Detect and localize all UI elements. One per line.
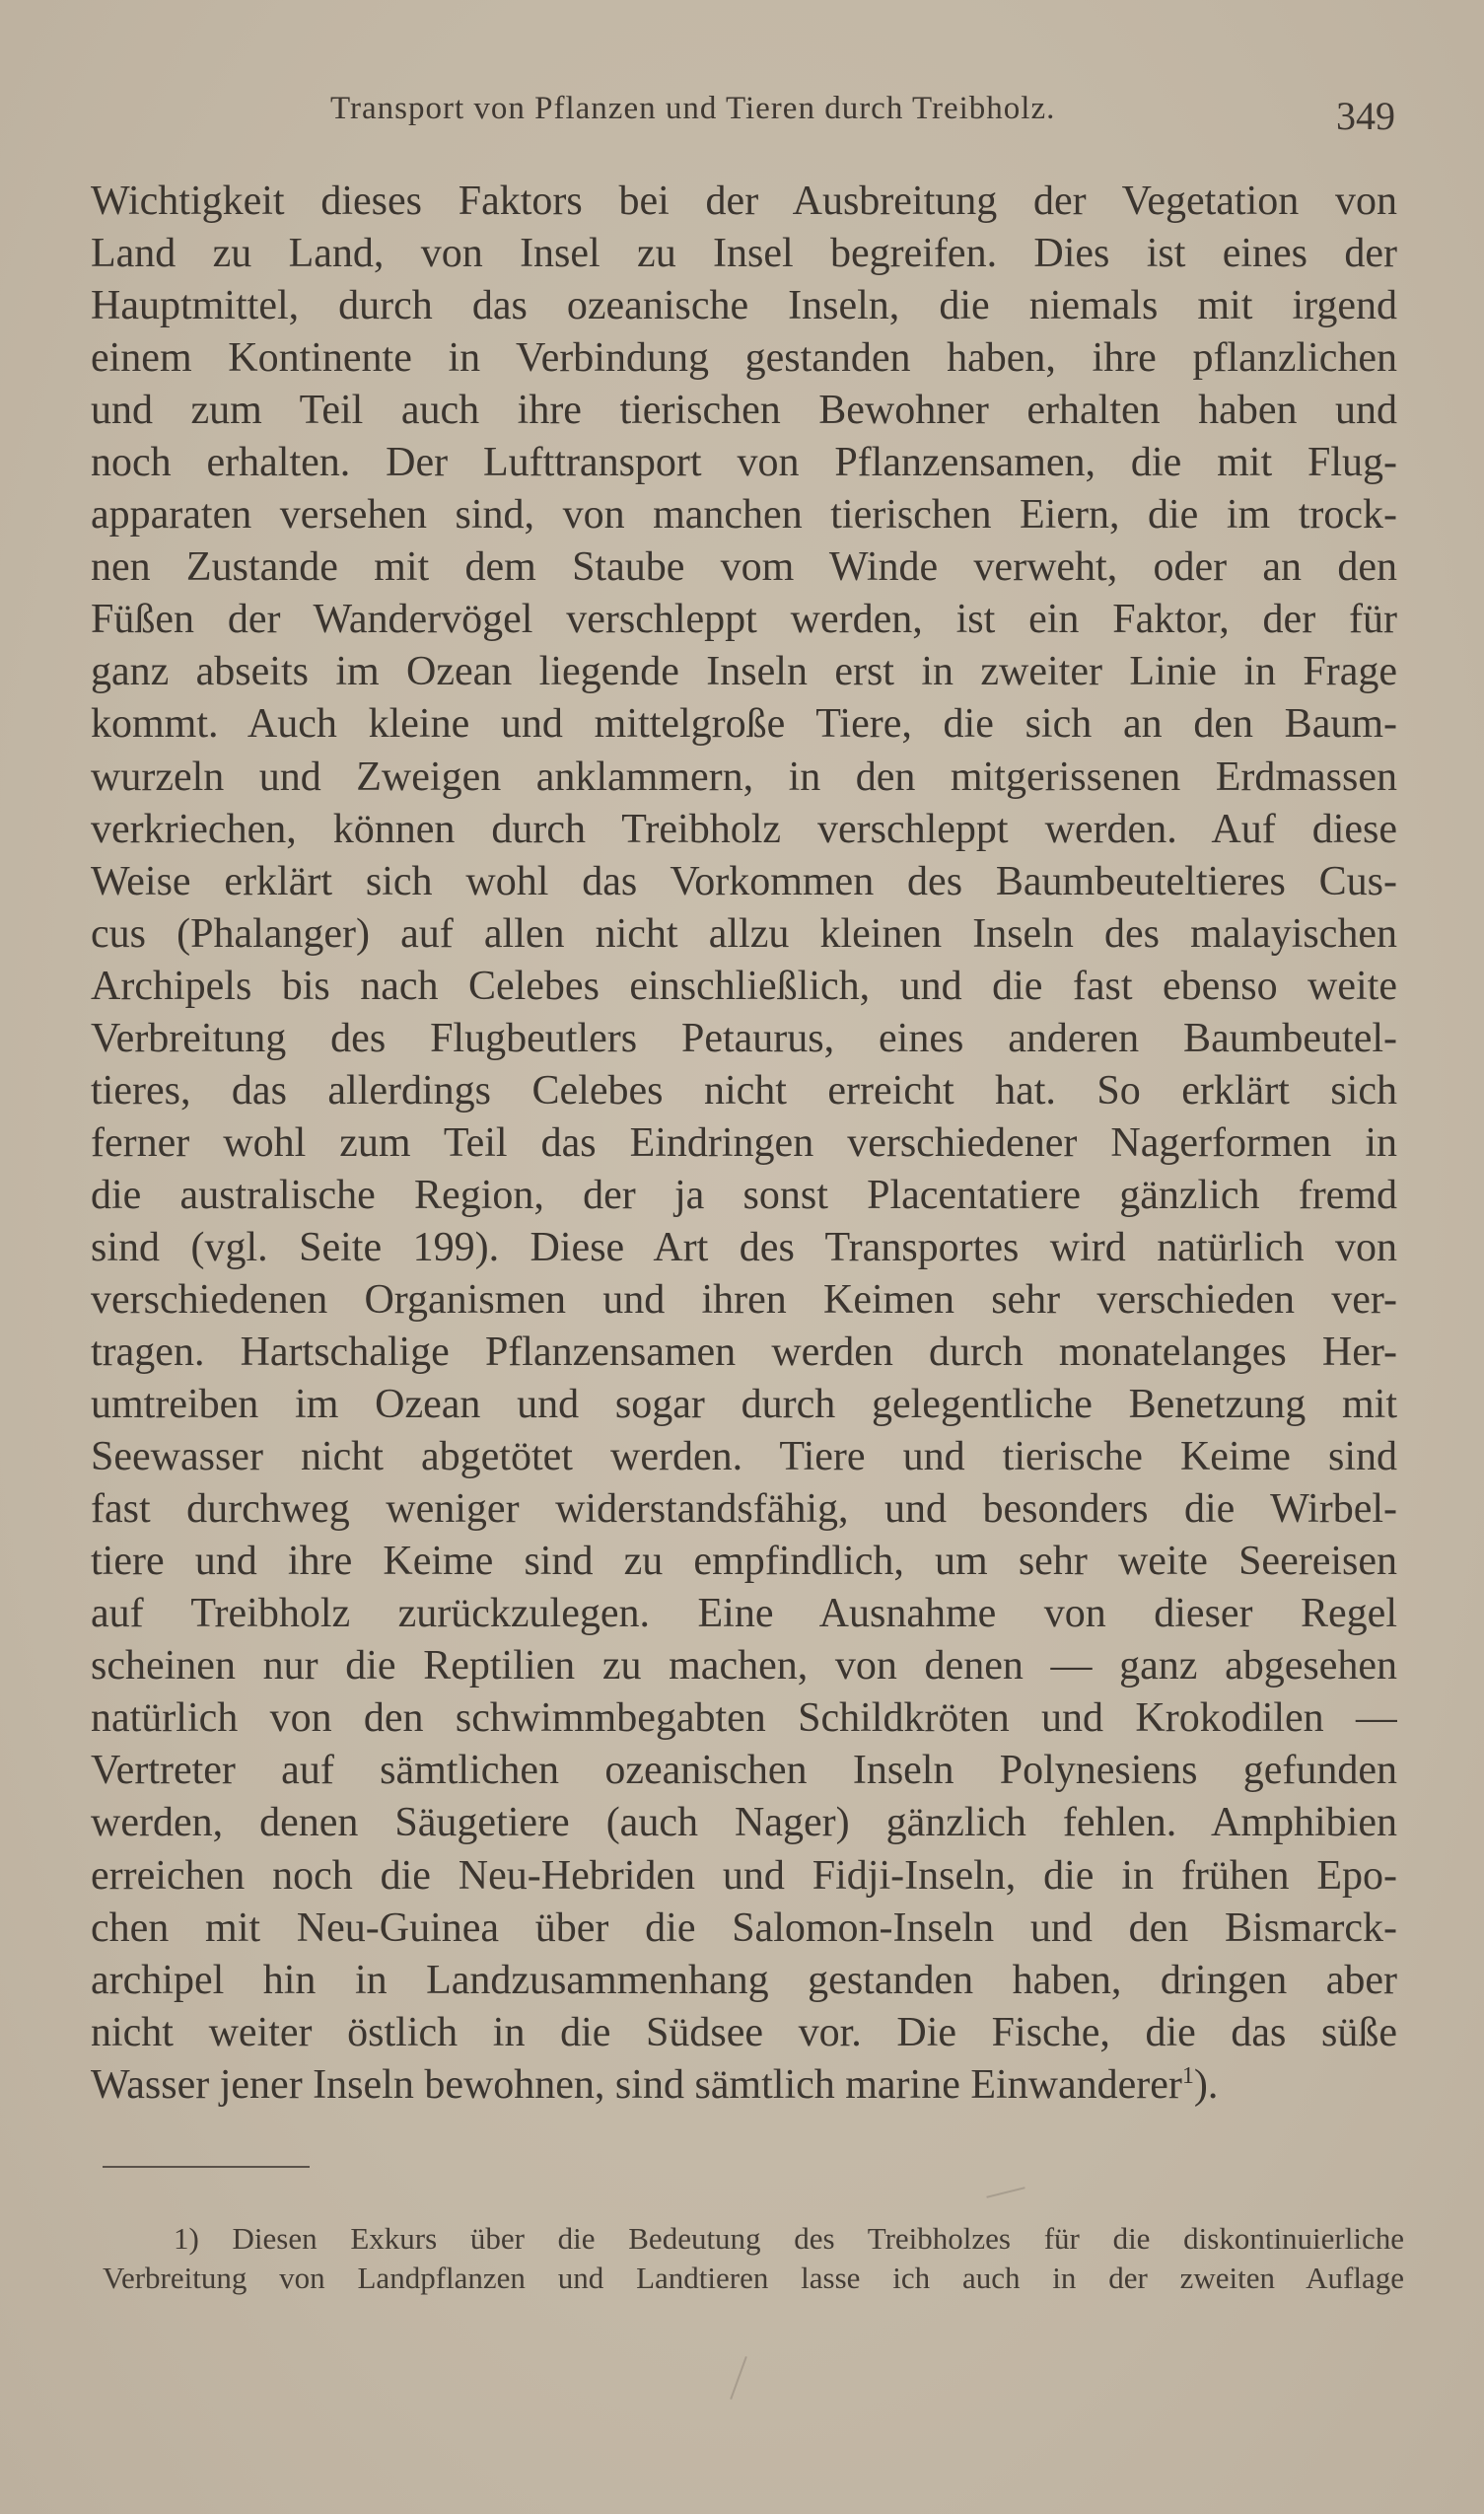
text-line: einem Kontinente in Verbindung gestanden haben, ihre pflanzlichen	[91, 335, 1397, 382]
text-line: ferner wohl zum Teil das Eindringen verschiedener Nagerformen in	[91, 1119, 1397, 1166]
text-line: Weise erklärt sich wohl das Vorkommen des Baumbeuteltieres Cus-	[91, 858, 1397, 904]
text-line: Vertreter auf sämtlichen ozeanischen Inseln Polynesiens gefunden	[91, 1748, 1397, 1794]
text-line: nicht weiter östlich in die Südsee vor. Die Fische, die das süße	[91, 2009, 1397, 2055]
text-line: tragen. Hartschalige Pflanzensamen werden durch monatelanges Her-	[91, 1329, 1397, 1376]
footnote-line: Verbreitung von Landpflanzen und Landtieren lasse ich auch in der zweiten Auflage	[103, 2261, 1404, 2295]
text-line: werden, denen Säugetiere (auch Nager) gänzlich fehlen. Amphibien	[91, 1800, 1397, 1846]
text-line: fast durchweg weniger widerstandsfähig, und besonders die Wirbel-	[91, 1486, 1397, 1533]
running-head	[89, 91, 1395, 140]
body-text	[91, 176, 1397, 2112]
text-line: natürlich von den schwimmbegabten Schildkröten und Krokodilen —	[91, 1695, 1397, 1742]
text-line: wurzeln und Zweigen anklammern, in den mitgerissenen Erdmassen	[91, 754, 1397, 800]
text-line: nen Zustande mit dem Staube vom Winde verweht, oder an den	[91, 544, 1397, 591]
text-line: kommt. Auch kleine und mittelgroße Tiere, die sich an den Baum-	[91, 701, 1397, 748]
text-line: Verbreitung des Flugbeutlers Petaurus, eines anderen Baumbeutel-	[91, 1015, 1397, 1061]
running-title: Transport von Pflanzen und Tieren durch Treibholz.	[330, 91, 1056, 126]
text-line: Archipels bis nach Celebes einschließlich, und die fast ebenso weite	[91, 963, 1397, 1009]
text-line: noch erhalten. Der Lufttransport von Pflanzensamen, die mit Flug-	[91, 440, 1397, 486]
text-line: Füßen der Wandervögel verschleppt werden, ist ein Faktor, der für	[91, 597, 1397, 643]
text-line: chen mit Neu-Guinea über die Salomon-Inseln und den Bismarck-	[91, 1904, 1397, 1951]
text-line: umtreiben im Ozean und sogar durch gelegentliche Benetzung mit	[91, 1382, 1397, 1428]
text-line: scheinen nur die Reptilien zu machen, von denen — ganz abgesehen	[91, 1643, 1397, 1689]
text-line: tieres, das allerdings Celebes nicht erreicht hat. So erklärt sich	[91, 1067, 1397, 1113]
text-line: archipel hin in Landzusammenhang gestanden haben, dringen aber	[91, 1957, 1397, 2003]
last-line-text: Wasser jener Inseln bewohnen, sind sämtlich marine Einwanderer	[91, 2061, 1182, 2108]
text-line: cus (Phalanger) auf allen nicht allzu kleinen Inseln des malayischen	[91, 910, 1397, 957]
text-line: Seewasser nicht abgetötet werden. Tiere und tierische Keime sind	[91, 1434, 1397, 1480]
footnote-line: 1) Diesen Exkurs über die Bedeutung des Treibholzes für die diskontinuierliche	[174, 2221, 1404, 2256]
footnote-divider	[103, 2166, 310, 2168]
text-line: Hauptmittel, durch das ozeanische Inseln, die niemals mit irgend	[91, 283, 1397, 329]
text-line: die australische Region, der ja sonst Placentatiere gänzlich fremd	[91, 1172, 1397, 1218]
last-line-suffix: ).	[1193, 2061, 1219, 2108]
text-line: auf Treibholz zurückzulegen. Eine Ausnahme von dieser Regel	[91, 1591, 1397, 1637]
text-line: erreichen noch die Neu-Hebriden und Fidji-Inseln, die in frühen Epo-	[91, 1852, 1397, 1899]
paper-blemish	[730, 2356, 747, 2400]
page-number: 349	[1336, 94, 1395, 138]
footnote-reference: 1	[1181, 2062, 1194, 2089]
text-line: Land zu Land, von Insel zu Insel begreifen. Dies ist eines der	[91, 231, 1397, 277]
text-line: apparaten versehen sind, von manchen tierischen Eiern, die im trock-	[91, 492, 1397, 539]
text-line: verkriechen, können durch Treibholz verschleppt werden. Auf diese	[91, 806, 1397, 852]
text-line: verschiedenen Organismen und ihren Keimen sehr verschieden ver-	[91, 1276, 1397, 1323]
text-line: ganz abseits im Ozean liegende Inseln erst in zweiter Linie in Frage	[91, 649, 1397, 695]
text-line: tiere und ihre Keime sind zu empfindlich, um sehr weite Seereisen	[91, 1539, 1397, 1585]
text-line: Wichtigkeit dieses Faktors bei der Ausbreitung der Vegetation von	[91, 179, 1397, 224]
last-text-line	[91, 2059, 1397, 2112]
paper-blemish	[986, 2187, 1025, 2198]
text-line: sind (vgl. Seite 199). Diese Art des Transportes wird natürlich von	[91, 1224, 1397, 1270]
text-line: und zum Teil auch ihre tierischen Bewohner erhalten haben und	[91, 388, 1397, 434]
footnote	[103, 2219, 1404, 2298]
